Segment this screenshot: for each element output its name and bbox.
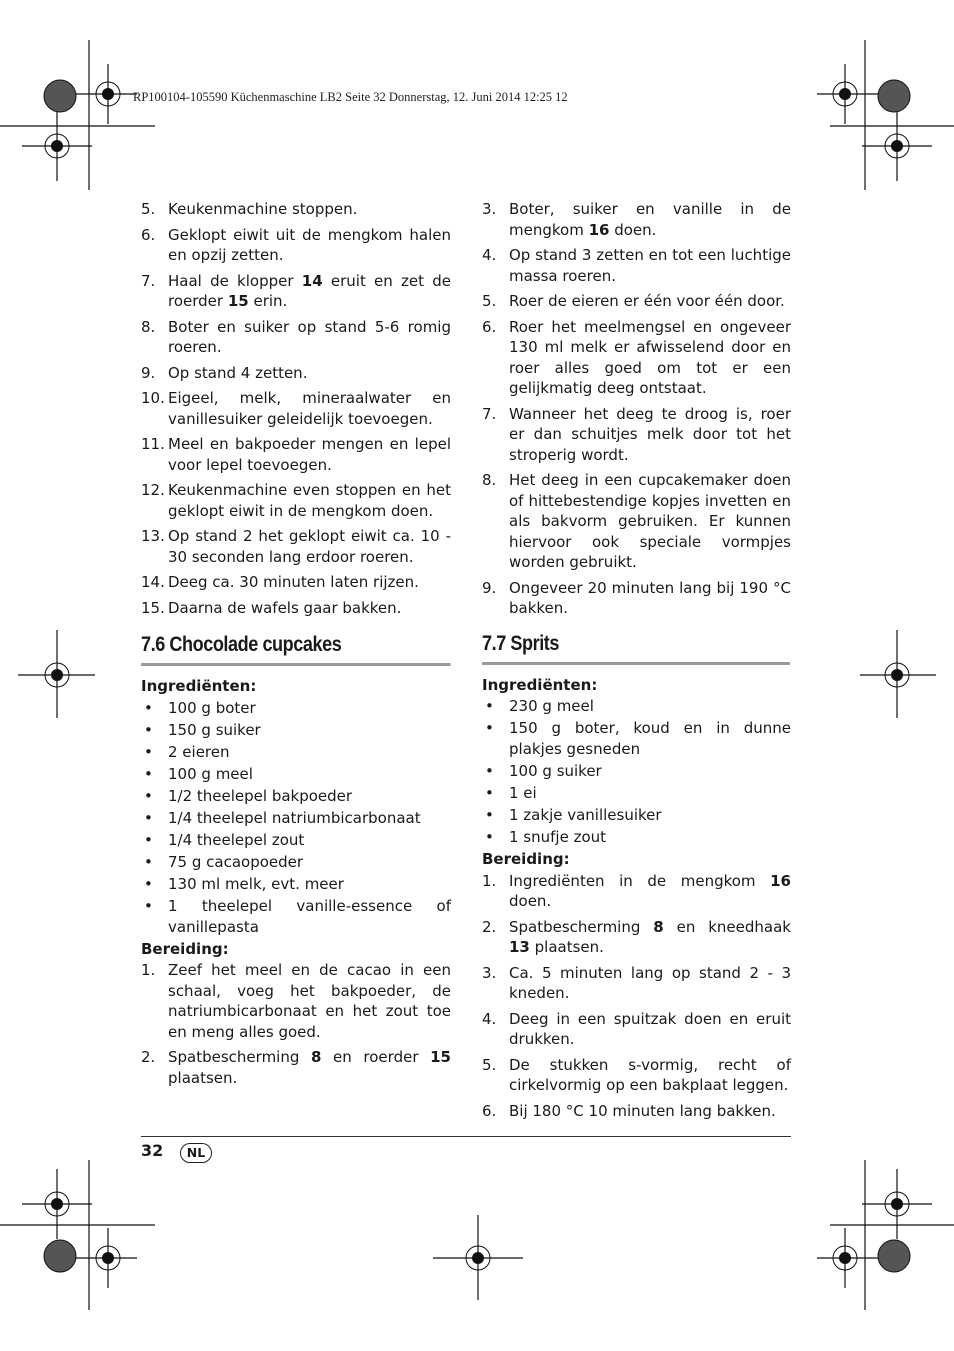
ingredient-item bbox=[482, 696, 791, 717]
part-number: 8 bbox=[311, 1048, 322, 1067]
step-item bbox=[482, 1101, 791, 1122]
part-number: 16 bbox=[588, 220, 610, 239]
part-number: 8 bbox=[653, 917, 664, 936]
step-number: 5. bbox=[482, 1055, 497, 1074]
ingredient-list bbox=[482, 696, 791, 847]
print-header: RP100104-105590 Küchenmaschine LB2 Seite 32 Donnerstag, 12. Juni 2014 12:25 12 bbox=[133, 90, 568, 104]
step-item bbox=[482, 245, 791, 286]
step-text bbox=[509, 917, 791, 958]
step-number: 3. bbox=[482, 963, 497, 982]
ingredient-item bbox=[482, 805, 791, 826]
step-item bbox=[141, 598, 451, 619]
ingredient-text: 100 g meel bbox=[168, 764, 253, 783]
ingredient-text: 150 g suiker bbox=[168, 720, 261, 739]
bullet-icon: • bbox=[144, 742, 153, 761]
page-number: 32 bbox=[141, 1141, 164, 1160]
bullet-icon: • bbox=[144, 853, 153, 872]
bullet-icon: • bbox=[144, 720, 153, 739]
step-text: Deeg ca. 30 minuten laten rijzen. bbox=[168, 573, 419, 591]
step-item bbox=[141, 434, 451, 475]
step-item bbox=[141, 1047, 451, 1088]
step-number: 15. bbox=[141, 598, 165, 617]
part-number: 16 bbox=[770, 871, 791, 890]
step-item bbox=[482, 1009, 791, 1050]
step-text: Zeef het meel en de cacao in een schaal, voeg het bakpoeder, de natriumbicarbonaat en het zout toe en meng alles goed. bbox=[168, 961, 451, 1041]
step-number: 8. bbox=[141, 317, 156, 336]
preparation-list bbox=[482, 871, 791, 1122]
language-badge: NL bbox=[180, 1143, 212, 1163]
step-item bbox=[482, 470, 791, 573]
ingredient-text: 2 eieren bbox=[168, 742, 230, 761]
bullet-icon: • bbox=[485, 783, 494, 802]
preparation-label: Bereiding: bbox=[482, 850, 570, 869]
step-text bbox=[509, 199, 791, 240]
step-item bbox=[482, 404, 791, 466]
ingredients-label: Ingrediënten: bbox=[141, 677, 257, 695]
step-number: 6. bbox=[482, 1101, 497, 1120]
step-text: Boter en suiker op stand 5-6 romig roeren. bbox=[168, 317, 451, 356]
step-number: 5. bbox=[141, 200, 156, 218]
step-item bbox=[482, 1055, 791, 1096]
step-text-part: Spatbescherming bbox=[168, 1048, 311, 1067]
preparation-label: Bereiding: bbox=[141, 939, 229, 958]
step-text: Bij 180 °C 10 minuten lang bakken. bbox=[509, 1101, 776, 1120]
ingredient-item bbox=[141, 874, 451, 895]
step-text-part: en roerder bbox=[321, 1048, 431, 1067]
bullet-icon: • bbox=[144, 831, 153, 850]
step-number: 2. bbox=[482, 917, 497, 936]
ingredient-text: 1 theelepel vanille-essence of vanillepasta bbox=[168, 897, 451, 936]
ingredient-item bbox=[482, 761, 791, 782]
part-number: 15 bbox=[430, 1048, 451, 1067]
step-text: Daarna de wafels gaar bakken. bbox=[168, 598, 402, 617]
ingredient-text: 230 g meel bbox=[509, 697, 594, 715]
ingredient-text: 1/4 theelepel natriumbicarbonaat bbox=[168, 808, 421, 827]
step-text-part: eruit en zet de roerder bbox=[168, 271, 451, 310]
step-number: 2. bbox=[141, 1048, 156, 1067]
bullet-icon: • bbox=[485, 827, 494, 846]
step-item bbox=[141, 572, 451, 593]
ingredient-item bbox=[141, 830, 451, 851]
step-item bbox=[141, 225, 451, 266]
step-number: 1. bbox=[482, 871, 497, 890]
step-text: Ongeveer 20 minuten lang bij 190 °C bakken. bbox=[509, 578, 791, 617]
step-text: Keukenmachine stoppen. bbox=[168, 200, 358, 218]
section-title-cupcakes: 7.6 Chocolade cupcakes bbox=[141, 632, 450, 666]
ingredient-item bbox=[482, 827, 791, 848]
step-number: 9. bbox=[141, 363, 156, 382]
ingredient-text: 130 ml melk, evt. meer bbox=[168, 875, 344, 894]
step-number: 13. bbox=[141, 527, 165, 545]
step-number: 4. bbox=[482, 246, 497, 264]
step-number: 10. bbox=[141, 389, 165, 407]
ingredient-text: 1 snufje zout bbox=[509, 827, 607, 846]
left-step-list bbox=[141, 199, 451, 618]
step-text-part: doen. bbox=[609, 220, 657, 239]
step-number: 14. bbox=[141, 573, 165, 591]
bullet-icon: • bbox=[144, 808, 153, 827]
preparation-list bbox=[141, 960, 451, 1088]
step-item bbox=[482, 199, 791, 240]
ingredient-text: 150 g boter, koud en in dunne plakjes gesneden bbox=[509, 719, 791, 758]
step-text: Ca. 5 minuten lang op stand 2 - 3 kneden. bbox=[509, 963, 791, 1003]
step-item bbox=[482, 578, 791, 619]
step-text: Meel en bakpoeder mengen en lepel voor lepel toevoegen. bbox=[168, 435, 451, 474]
step-number: 4. bbox=[482, 1009, 497, 1028]
bullet-icon: • bbox=[485, 805, 494, 824]
bullet-icon: • bbox=[144, 786, 153, 805]
ingredient-item bbox=[141, 720, 451, 741]
step-number: 7. bbox=[141, 271, 156, 290]
left-column bbox=[141, 199, 451, 1093]
step-item bbox=[141, 199, 451, 220]
ingredient-item bbox=[141, 698, 451, 719]
ingredient-item bbox=[482, 783, 791, 804]
step-text: Eigeel, melk, mineraalwater en vanillesuiker geleidelijk toevoegen. bbox=[168, 389, 451, 428]
step-text: Roer de eieren er één voor één door. bbox=[509, 292, 785, 310]
step-number: 12. bbox=[141, 481, 165, 499]
part-number: 15 bbox=[227, 292, 249, 310]
bullet-icon: • bbox=[144, 764, 153, 783]
step-text-part: Haal de klopper bbox=[168, 271, 302, 290]
ingredient-item bbox=[141, 764, 451, 785]
ingredient-text: 1/4 theelepel zout bbox=[168, 831, 305, 850]
step-item bbox=[482, 963, 791, 1004]
step-number: 6. bbox=[482, 317, 497, 336]
ingredient-item bbox=[141, 786, 451, 807]
step-number: 6. bbox=[141, 225, 156, 244]
step-text: Wanneer het deeg te droog is, roer er dan schuitjes melk door tot het stroperig wordt. bbox=[509, 404, 791, 464]
part-number: 13 bbox=[509, 938, 530, 957]
step-item bbox=[141, 960, 451, 1042]
ingredient-text: 1 zakje vanillesuiker bbox=[509, 805, 662, 824]
step-item bbox=[141, 526, 451, 567]
right-column bbox=[482, 199, 791, 1126]
step-text-part: Ingrediënten in de mengkom bbox=[509, 871, 771, 890]
step-item bbox=[482, 917, 791, 958]
ingredient-list bbox=[141, 698, 451, 938]
ingredient-text: 100 g boter bbox=[168, 698, 256, 717]
section-title-sprits: 7.7 Sprits bbox=[482, 631, 790, 665]
step-item bbox=[482, 871, 791, 912]
step-text: Het deeg in een cupcakemaker doen of hittebestendige kopjes invetten en als bakvorm gebruiken. Er kunnen hiervoor ook speciale vormpjes worden gebruikt. bbox=[509, 471, 791, 571]
step-text-part: plaatsen. bbox=[529, 938, 604, 957]
bullet-icon: • bbox=[485, 761, 494, 780]
step-item bbox=[141, 388, 451, 429]
right-step-list bbox=[482, 199, 791, 619]
step-text bbox=[168, 1047, 451, 1088]
ingredient-item bbox=[141, 852, 451, 873]
step-text: Geklopt eiwit uit de mengkom halen en opzij zetten. bbox=[168, 225, 451, 264]
step-text-part: plaatsen. bbox=[168, 1068, 238, 1087]
step-text: Op stand 4 zetten. bbox=[168, 363, 308, 382]
bullet-icon: • bbox=[144, 698, 153, 717]
bullet-icon: • bbox=[485, 697, 494, 715]
step-number: 1. bbox=[141, 961, 156, 980]
step-number: 5. bbox=[482, 292, 497, 310]
step-number: 7. bbox=[482, 404, 497, 423]
step-item bbox=[482, 291, 791, 312]
step-item bbox=[141, 271, 451, 312]
bullet-icon: • bbox=[144, 897, 153, 916]
ingredient-item bbox=[482, 718, 791, 759]
part-number: 14 bbox=[301, 271, 323, 290]
step-text-part: doen. bbox=[509, 892, 552, 911]
ingredient-text: 75 g cacaopoeder bbox=[168, 853, 304, 872]
footer-rule bbox=[141, 1136, 791, 1137]
bullet-icon: • bbox=[144, 875, 153, 894]
step-number: 11. bbox=[141, 435, 165, 453]
ingredient-item bbox=[141, 896, 451, 937]
ingredients-label: Ingrediënten: bbox=[482, 675, 598, 694]
step-text-part: Boter, suiker en vanille in de mengkom bbox=[509, 200, 791, 239]
ingredient-item bbox=[141, 808, 451, 829]
ingredient-text: 100 g suiker bbox=[509, 761, 602, 780]
step-text: Keukenmachine even stoppen en het geklopt eiwit in de mengkom doen. bbox=[168, 481, 451, 520]
step-text: De stukken s-vormig, recht of cirkelvormig op een bakplaat leggen. bbox=[509, 1055, 791, 1095]
bullet-icon: • bbox=[485, 719, 494, 738]
ingredient-text: 1/2 theelepel bakpoeder bbox=[168, 786, 353, 805]
step-number: 9. bbox=[482, 578, 497, 597]
step-item bbox=[141, 317, 451, 358]
step-text: Roer het meelmengsel en ongeveer 130 ml melk er afwisselend door en roer alles goed om tot er een gelijkmatig deeg ontstaat. bbox=[509, 317, 791, 397]
step-item bbox=[141, 363, 451, 384]
ingredient-item bbox=[141, 742, 451, 763]
step-text bbox=[168, 271, 451, 312]
step-item bbox=[482, 317, 791, 399]
step-text-part: erin. bbox=[248, 292, 288, 310]
step-text-part: en kneedhaak bbox=[663, 917, 791, 936]
step-number: 3. bbox=[482, 200, 497, 218]
step-text: Op stand 2 het geklopt eiwit ca. 10 - 30 seconden lang erdoor roeren. bbox=[168, 527, 451, 566]
step-number: 8. bbox=[482, 471, 497, 489]
step-text: Deeg in een spuitzak doen en eruit drukken. bbox=[509, 1009, 791, 1049]
step-text-part: Spatbescherming bbox=[509, 917, 654, 936]
ingredient-text: 1 ei bbox=[509, 783, 537, 802]
step-item bbox=[141, 480, 451, 521]
step-text: Op stand 3 zetten en tot een luchtige massa roeren. bbox=[509, 246, 791, 285]
step-text bbox=[509, 871, 791, 912]
